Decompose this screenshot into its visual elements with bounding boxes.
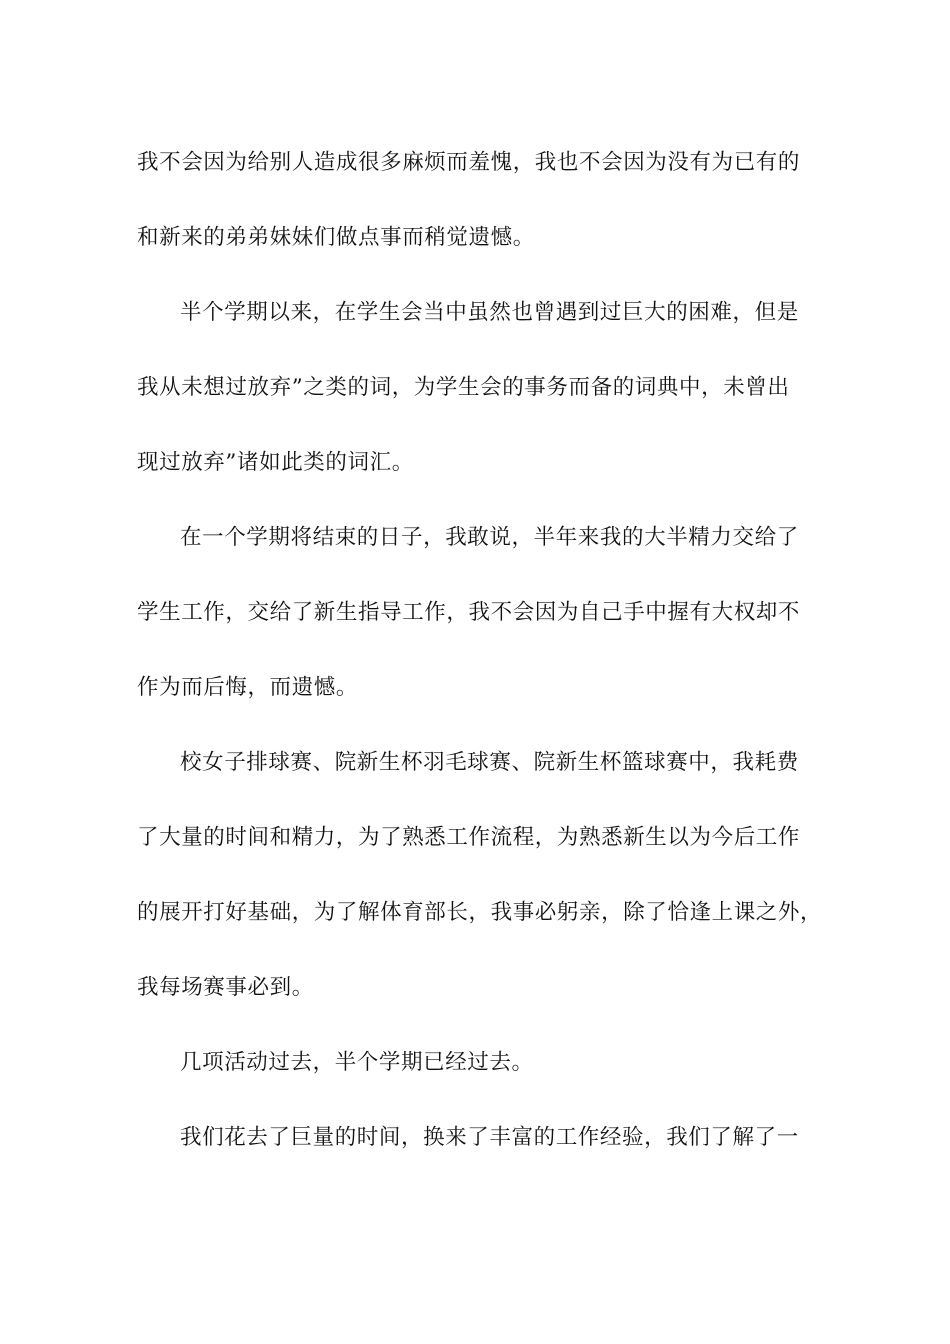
paragraph-start-line: 半个学期以来，在学生会当中虽然也曾遇到过巨大的困难，但是 xyxy=(180,300,799,325)
text-line: 的展开打好基础，为了解体育部长，我事必躬亲，除了恰逢上课之外， xyxy=(137,900,823,925)
text-line: 作为而后悔，而遗憾。 xyxy=(137,675,359,700)
paragraph-start-line: 校女子排球赛、院新生杯羽毛球赛、院新生杯篮球赛中，我耗费 xyxy=(180,750,799,775)
text-line: 我不会因为给别人造成很多麻烦而羞愧，我也不会因为没有为已有的 xyxy=(137,150,801,175)
paragraph-start-line: 我们花去了巨量的时间，换来了丰富的工作经验，我们了解了一 xyxy=(180,1125,799,1150)
text-line: 和新来的弟弟妹妹们做点事而稍觉遗憾。 xyxy=(137,225,535,250)
paragraph-start-line: 几项活动过去，半个学期已经过去。 xyxy=(180,1050,534,1075)
paragraph-start-line: 在一个学期将结束的日子，我敢说，半年来我的大半精力交给了 xyxy=(180,525,799,550)
text-line: 我每场赛事必到。 xyxy=(137,975,314,1000)
text-line: 我从未想过放弃”之类的词，为学生会的事务而备的词典中，未曾出 xyxy=(137,375,790,400)
text-line: 了大量的时间和精力，为了熟悉工作流程，为熟悉新生以为今后工作 xyxy=(137,825,801,850)
text-line: 现过放弃”诸如此类的词汇。 xyxy=(137,450,414,475)
text-line: 学生工作，交给了新生指导工作，我不会因为自己手中握有大权却不 xyxy=(137,600,801,625)
